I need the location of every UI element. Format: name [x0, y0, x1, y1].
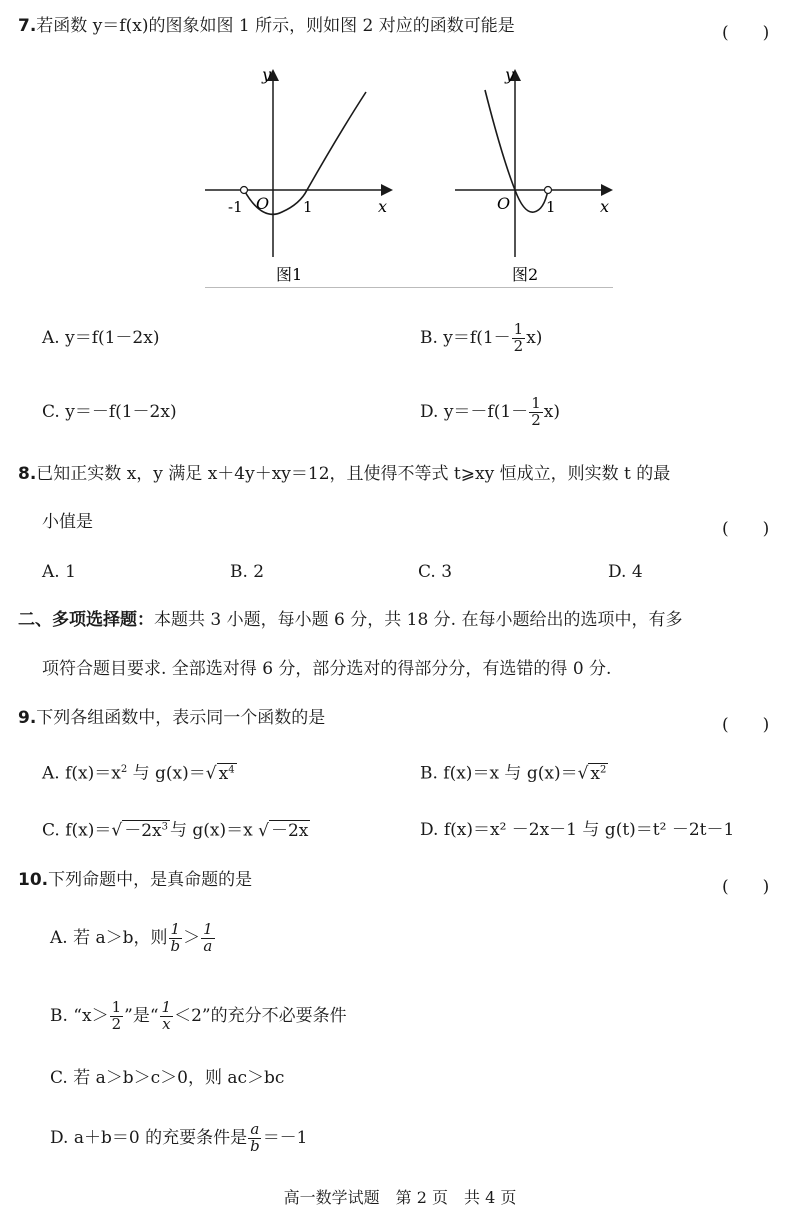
- q10-d-pre: D. a＋b＝0 的充要条件是: [50, 1127, 248, 1148]
- q8-answer-paren: ( ): [722, 519, 770, 539]
- q10-a-frac2: [201, 922, 215, 955]
- q10-a-f2d: a: [203, 936, 213, 955]
- q10-d-fn: a: [250, 1120, 260, 1138]
- q10-d-fd: b: [250, 1136, 260, 1155]
- q7-option-b-pre: B. y＝f(1－: [420, 327, 511, 348]
- q10-answer-paren: ( ): [722, 877, 770, 897]
- q9-stem-text: 下列各组函数中，表示同一个函数的是: [36, 708, 326, 728]
- f2-origin: O: [497, 194, 511, 213]
- q9-b-rad-sup: 2: [600, 764, 607, 775]
- q10-stem-text: 下列命题中，是真命题的是: [48, 870, 253, 890]
- q7-option-b-num: 1: [513, 320, 524, 338]
- q10-a-f2n: 1: [203, 920, 213, 938]
- q7-stem: [18, 18, 515, 35]
- f2-tick-1: 1: [546, 198, 556, 216]
- q9-c-sqrt1: √ $-2x^3$: [111, 820, 168, 841]
- q7-option-a: A. y＝f(1－2x): [42, 328, 160, 348]
- q7-option-d-pre: D. y＝－f(1－: [420, 401, 529, 422]
- q9-stem: [18, 710, 325, 727]
- q10-a-frac1: [169, 922, 183, 955]
- q7-number: 7.: [18, 16, 37, 36]
- q8-stem-line1: [18, 466, 670, 483]
- f1-y-label: y: [262, 65, 272, 84]
- q7-option-d-num: 1: [531, 394, 541, 412]
- q7-option-b: [420, 322, 542, 355]
- q10-b-mid: ”是“: [124, 1005, 159, 1026]
- q10-option-d: [50, 1122, 308, 1155]
- q10-d-frac: [248, 1122, 262, 1155]
- f2-curve: [485, 90, 548, 212]
- q9-option-c: [42, 822, 310, 840]
- f1-open-point: [241, 187, 248, 194]
- q10-b-f1n: 1: [111, 998, 122, 1016]
- q10-b-frac1: [110, 1000, 124, 1033]
- q9-a-rad-sup: 4: [228, 764, 235, 775]
- f2-open-point: [545, 187, 552, 194]
- q9-c-sqrt2: √ －2x: [258, 820, 309, 841]
- q8-option-a: A. 1: [42, 562, 76, 582]
- q7-option-b-post: x): [526, 327, 543, 348]
- q9-a-sqrt: √ $x^4$: [205, 763, 235, 784]
- q10-b-f1d: 2: [111, 1014, 122, 1033]
- q10-a-gt: ＞: [183, 927, 201, 948]
- q7-option-b-den: 2: [513, 336, 524, 355]
- q9-c-rad-sup: 3: [161, 821, 168, 832]
- q7-figure-1: [200, 62, 400, 292]
- f1-tick-neg1: -1: [228, 198, 243, 216]
- q9-c-rad2: －2x: [270, 820, 309, 841]
- q10-b-pre: B. “x＞: [50, 1005, 109, 1026]
- q10-a-pre: A. 若 a＞b，则: [50, 927, 168, 948]
- q10-a-f1n: 1: [170, 920, 181, 938]
- q7-stem-text: 若函数 y＝f(x)的图象如图 1 所示，则如图 2 对应的函数可能是: [36, 16, 515, 36]
- q9-option-a: [42, 765, 237, 783]
- q8-stem1-text: 已知正实数 x，y 满足 x＋4y＋xy＝12，且使得不等式 t⩾xy 恒成立，则实数 t 的最: [36, 464, 671, 484]
- q9-c-mid: 与 g(x)＝x: [169, 820, 259, 841]
- q9-c-pre: C. f(x)＝: [42, 820, 112, 841]
- q8-number: 8.: [18, 464, 37, 484]
- q8-stem-line2: 小值是: [42, 512, 93, 532]
- q9-c-rad: －2x: [124, 820, 162, 841]
- q9-b-pre: B. f(x)＝x 与 g(x)＝: [420, 763, 578, 784]
- q7-figure-2: [450, 62, 620, 292]
- f2-caption: 图2: [512, 265, 539, 284]
- q7-option-b-frac: [512, 322, 526, 355]
- q10-b-f2d: x: [162, 1014, 171, 1033]
- q7-option-d: [420, 396, 560, 429]
- q10-option-a: [50, 922, 216, 955]
- f1-x-label: x: [378, 197, 388, 216]
- f1-tick-1: 1: [303, 198, 313, 216]
- q10-b-f2n: 1: [161, 998, 172, 1016]
- q9-a-pre: A. f(x)＝x: [42, 763, 121, 784]
- q9-answer-paren: ( ): [722, 715, 770, 735]
- figure-divider: [205, 287, 613, 288]
- q9-option-d: D. f(x)＝x² －2x－1 与 g(t)＝t² －2t－1: [420, 820, 735, 840]
- q9-b-rad: x: [590, 763, 601, 784]
- section2-title: 二、多项选择题：: [18, 610, 154, 630]
- q9-b-sqrt: √ $x^2$: [577, 763, 607, 784]
- q8-option-d: D. 4: [608, 562, 643, 582]
- q9-a-rad: x: [218, 763, 229, 784]
- q10-option-b: [50, 1000, 347, 1033]
- q10-number: 10.: [18, 870, 49, 890]
- f2-x-label: x: [600, 197, 610, 216]
- q7-option-d-den: 2: [531, 410, 541, 429]
- q10-a-f1d: b: [170, 936, 181, 955]
- q10-b-post: ＜2”的充分不必要条件: [174, 1005, 347, 1026]
- q9-option-b: [420, 765, 608, 783]
- q7-option-d-frac: [529, 396, 543, 429]
- q10-stem: [18, 872, 252, 889]
- f1-origin: O: [256, 194, 270, 213]
- q10-d-post: ＝－1: [262, 1127, 308, 1148]
- section2-line1-text: 本题共 3 小题，每小题 6 分，共 18 分. 在每小题给出的选项中，有多: [154, 610, 683, 630]
- q9-number: 9.: [18, 708, 37, 728]
- q7-option-c: C. y＝－f(1－2x): [42, 402, 177, 422]
- section2-line2: 项符合题目要求. 全部选对得 6 分，部分选对的得部分分，有选错的得 0 分.: [42, 659, 612, 679]
- q10-b-frac2: [160, 1000, 174, 1033]
- q7-option-d-post: x): [543, 401, 560, 422]
- section2-line1: [18, 612, 683, 629]
- f2-y-label: y: [505, 65, 515, 84]
- q10-option-c: C. 若 a＞b＞c＞0，则 ac＞bc: [50, 1068, 285, 1088]
- page-footer: 高一数学试题 第 2 页 共 4 页: [283, 1188, 517, 1207]
- q9-a-sup: 2: [120, 764, 128, 775]
- q8-option-b: B. 2: [230, 562, 265, 582]
- f1-caption: 图1: [276, 265, 303, 284]
- q8-option-c: C. 3: [418, 562, 453, 582]
- q9-a-mid: 与 g(x)＝: [127, 763, 206, 784]
- q7-answer-paren: ( ): [722, 23, 770, 43]
